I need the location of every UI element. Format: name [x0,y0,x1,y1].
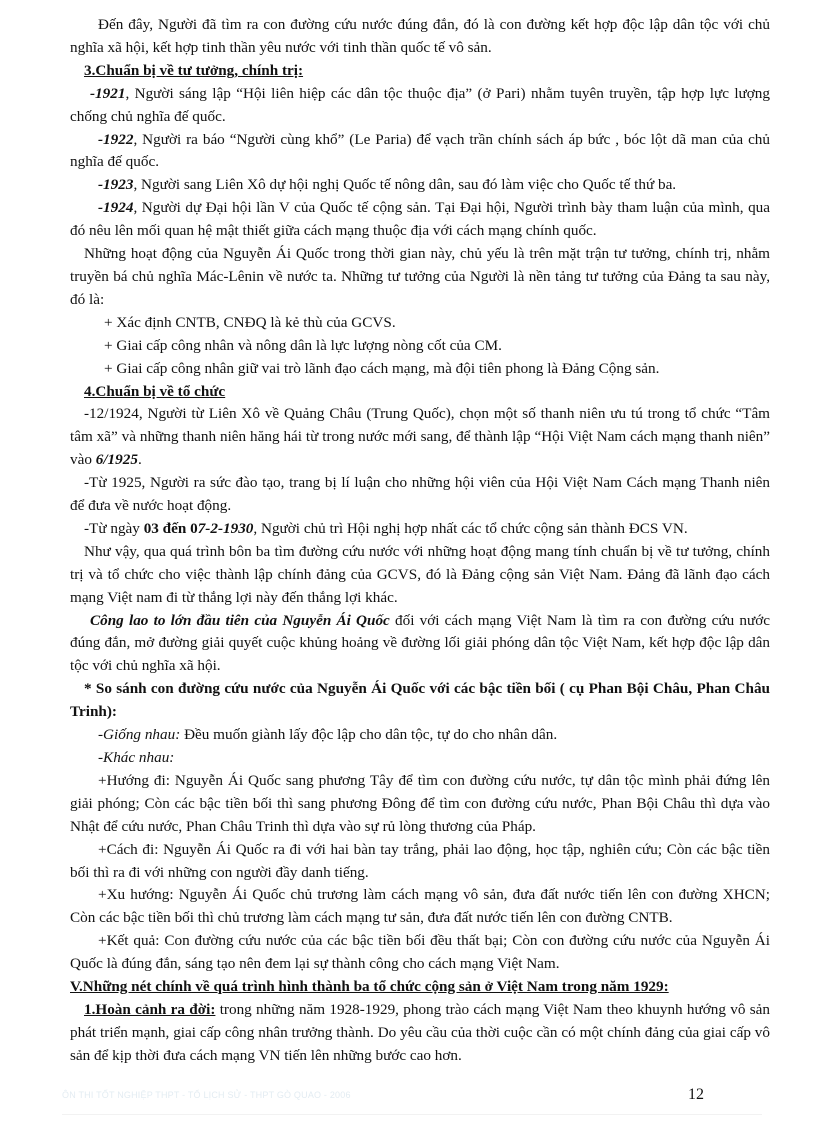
year-1922-text: , Người ra báo “Người cùng khổ” (Le Paria) để vạch trần chính sách áp bức , bóc lột dã man của chủ nghĩa đế quốc. [70,130,770,171]
section-4-para-5-bold: Công lao to lớn đầu tiên của Nguyễn Ái Quốc [90,611,390,629]
year-1924-text: , Người dự Đại hội lần V của Quốc tế cộng sản. Tại Đại hội, Người trình bày tham luận của mình, qua đó nêu lên mối quan hệ mật thiết giữa cách mạng thuộc địa với cách mạng chính quốc. [70,199,770,240]
section-4-para-5-rest: đối với cách mạng Việt Nam là tìm ra con đường cứu nước đúng đắn, mở đường giải quyết cuộc khủng hoảng về đường lối giải phóng dân tộc Việt Nam, kết hợp độc lập dân tộc với chủ nghĩa xã hội. [70,611,770,675]
year-1921-text: , Người sáng lập “Hội liên hiệp các dân tộc thuộc địa” (ở Pari) nhằm tuyên truyền, tập hợp lực lượng chống chủ nghĩa đế quốc. [70,84,770,125]
intro-paragraph: Đến đây, Người đã tìm ra con đường cứu nước đúng đắn, đó là con đường kết hợp độc lập dân tộc với chủ nghĩa xã hội, kết hợp tinh thần yêu nước với tinh thần quốc tế vô sản. [70,16,770,56]
section-4-para-3-d: , Người chủ trì Hội nghị hợp nhất các tổ chức cộng sản thành ĐCS VN. [253,519,688,537]
comparison-heading: * So sánh con đường cứu nước của Nguyễn Ái Quốc với các bậc tiền bối ( cụ Phan Bội Châu, Phan Châu Trinh): [70,680,770,721]
comparison-same-text: Đều muốn giành lấy độc lập cho dân tộc, tự do cho nhân dân. [180,726,558,744]
year-1924: -1924 [98,199,134,217]
section-v-sub-text: trong những năm 1928-1929, phong trào cách mạng Việt Nam theo khuynh hướng vô sản phát triển mạnh, giai cấp công nhân trưởng thành. Do yêu cầu của thời cuộc cần có một chính đảng của giai cấp vô sản để kịp thời đưa cách mạng VN tiến lên những bước cao hơn. [70,1000,770,1064]
year-1921: -1921 [90,84,126,102]
year-item-1923 [70,174,770,197]
year-item-1924 [70,197,770,243]
section-4-para-4: Như vậy, qua quá trình bôn ba tìm đường cứu nước với những hoạt động mang tính chuẩn bị về tư tưởng, chính trị và tổ chức cho việc thành lập chính đảng của GCVS, đó là Đảng cộng sản Việt Nam. Đảng đã lãnh đạo cách mạng Việt nam đi từ thắng lợi này đến thắng lợi khác. [70,542,770,606]
footer-watermark-text: ÔN THI TỐT NGHIỆP THPT - TỔ LỊCH SỬ - THPT GÒ QUAO - 2006 [62,1090,351,1100]
date-7-2-1930: 7-2-1930 [197,519,254,537]
year-1923: -1923 [98,176,134,194]
page-number: 12 [688,1086,704,1103]
comparison-diff-item: +Hướng đi: Nguyễn Ái Quốc sang phương Tây để tìm con đường cứu nước, tự dân tộc mình phải đứng lên giải phóng; Còn các bậc tiền bối thì sang phương Đông để tìm con đường cứu nước, Phan Bội Châu thì dựa vào Nhật để cứu nước, Phan Châu Trinh thì dựa vào sự rủ lòng thương của Pháp. [70,771,770,835]
section-3-heading-text: 3.Chuẩn bị về tư tưởng, chính trị: [84,61,304,79]
section-v-heading-text: V.Những nét chính về quá trình hình thành ba tổ chức cộng sản ở Việt Nam trong năm 1929: [70,978,669,996]
section-4-heading-text: 4.Chuẩn bị về tổ chức [84,382,226,400]
section-4-para-1 [70,403,770,472]
comparison-diff-item: +Kết quả: Con đường cứu nước của các bậc tiền bối đều thất bại; Còn con đường cứu nước của Nguyễn Ái Quốc là đúng đắn, sáng tạo nên đem lại sự thành công cho cách mạng Việt Nam. [70,932,770,973]
date-6-1925: 6/1925 [95,451,138,469]
section-4-para-3-b: 03 đến 0 [143,519,198,537]
document-body [70,14,770,1068]
comparison-diff-item: +Cách đi: Nguyễn Ái Quốc ra đi với hai bàn tay trắng, phải lao động, học tập, nghiên cứu; Còn các bậc tiền bối thì ra đi với những con người đầy danh tiếng. [70,840,770,881]
bullet-item: + Xác định CNTB, CNĐQ là kẻ thù của GCVS. [104,313,396,331]
comparison-diff-label: -Khác nhau: [98,749,175,766]
bullet-item: + Giai cấp công nhân giữ vai trò lãnh đạo cách mạng, mà đội tiên phong là Đảng Cộng sản. [104,359,660,377]
comparison-same [70,724,770,747]
section-4-para-3-a: -Từ ngày [84,519,144,537]
comparison-same-label: -Giống nhau: [98,726,181,744]
section-4-para-1-text: -12/1924, Người từ Liên Xô về Quảng Châu (Trung Quốc), chọn một số thanh niên ưu tú trong tổ chức “Tâm tâm xã” và những thanh niên hăng hái từ trong nước mới sang, để thành lập “Hội Việt Nam cách mạng thanh niên” vào [70,405,770,469]
section-4-heading [70,381,770,404]
year-1923-text: , Người sang Liên Xô dự hội nghị Quốc tế nông dân, sau đó làm việc cho Quốc tế thứ ba. [133,176,677,194]
footer-divider [62,1114,762,1115]
section-4-para-3 [70,518,770,541]
year-item-1921 [70,83,770,129]
year-1922: -1922 [98,130,134,148]
section-3-summary: Những hoạt động của Nguyễn Ái Quốc trong thời gian này, chủ yếu là trên mặt trận tư tưởng, chính trị, nhằm truyền bá chủ nghĩa Mác-Lênin về nước ta. Những tư tưởng của Người là nền tảng tư tưởng của Đảng ta sau này, đó là: [70,245,770,308]
section-3-heading [70,60,770,83]
bullet-item: + Giai cấp công nhân và nông dân là lực lượng nòng cốt của CM. [104,336,502,354]
section-v-heading [70,976,770,999]
section-4-para-5 [70,610,770,679]
section-v-para-1 [70,999,770,1068]
comparison-diff-item: +Xu hướng: Nguyễn Ái Quốc chủ trương làm cách mạng vô sản, đưa đất nước tiến lên con đường XHCN; Còn các bậc tiền bối thì chủ trương làm cách mạng tư sản, đưa đất nước tiến lên con đường CNTB. [70,886,770,927]
section-4-para-2: -Từ 1925, Người ra sức đào tạo, trang bị lí luận cho những hội viên của Hội Việt Nam Cách mạng Thanh niên để đưa về nước hoạt động. [70,474,770,515]
section-4-para-1-end: . [137,451,142,469]
year-item-1922 [70,129,770,175]
section-v-sub-label: 1.Hoàn cảnh ra đời: [84,1000,216,1018]
